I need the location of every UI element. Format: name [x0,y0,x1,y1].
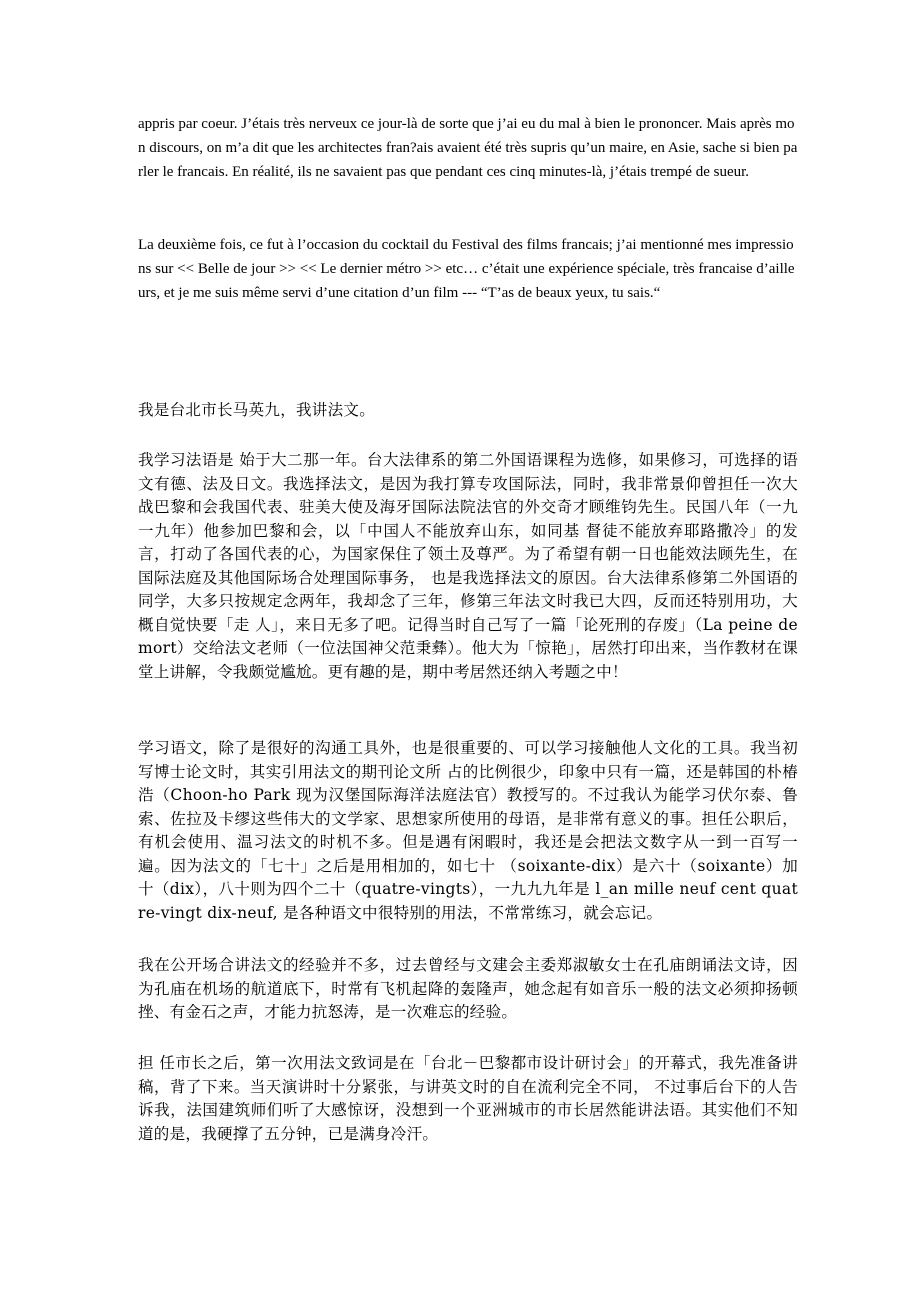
chinese-paragraph-mayor: 担 任市长之后，第一次用法文致词是在「台北－巴黎都市设计研讨会」的开幕式，我先准备讲稿，背了下来。当天演讲时十分紧张，与讲英文时的自在流利完全不同， 不过事后台下的人告诉我，法国建筑师们听了大感惊讶，没想到一个亚洲城市的市长居然能讲法语。其实他们不知道的是，我硬撑了五分钟，已是满身冷汗。 [138,1054,798,1143]
chinese-paragraph-learning: 我学习法语是 始于大二那一年。台大法律系的第二外国语课程为选修，如果修习，可选择的语文有德、法及日文。我选择法文，是因为我打算专攻国际法，同时，我非常景仰曾担任一次大战巴黎和会我国代表、驻美大使及海牙国际法院法官的外交奇才顾维钧先生。民国八年（一九一九年）他参加巴黎和会，以「中国人不能放弃山东，如同基 督徒不能放弃耶路撒冷」的发言，打动了各国代表的心，为国家保住了领土及尊严。为了希望有朝一日也能效法顾先生，在国际法庭及其他国际场合处理国际事务， 也是我选择法文的原因。台大法律系修第二外国语的同学，大多只按规定念两年，我却念了三年，修第三年法文时我已大四，反而还特别用功，大概自觉快要「走 人」，来日无多了吧。记得当时自己写了一篇「论死刑的存废」（La peine de mort）交给法文老师（一位法国神父范秉彝）。他大为「惊艳」，居然打印出来，当作教材在课堂上讲解，令我颇觉尴尬。更有趣的是，期中考居然还纳入考题之中！ [138,451,798,681]
chinese-paragraph-public: 我在公开场合讲法文的经验并不多，过去曾经与文建会主委郑淑敏女士在孔庙朗诵法文诗，因为孔庙在机场的航道底下，时常有飞机起降的轰隆声，她念起有如音乐一般的法文必须抑扬顿挫、有金石之声，才能力抗怒涛，是一次难忘的经验。 [138,956,798,1021]
chinese-paragraph-language: 学习语文，除了是很好的沟通工具外，也是很重要的、可以学习接触他人文化的工具。我当初写博士论文时，其实引用法文的期刊论文所 占的比例很少，印象中只有一篇，还是韩国的朴椿浩（Choon-ho Park 现为汉堡国际海洋法庭法官）教授写的。不过我认为能学习伏尔泰、鲁索、佐拉及卡缪这些伟大的文学家、思想家所使用的母语，是非常有意义的事。担任公职后，有机会使用、温习法文的时机不多。但是遇有闲暇时，我还是会把法文数字从一到一百写一遍。因为法文的「七十」之后是用相加的，如七十 （soixante-dix）是六十（soixante）加十（dix），八十则为四个二十（quatre-vingts），一九九九年是 l_an mille neuf cent quatre-vingt dix-neuf, 是各种语文中很特别的用法，不常常练习，就会忘记。 [138,739,798,922]
french-paragraph-festival: La deuxième fois, ce fut à l’occasion du cocktail du Festival des films francais; j’ai mentionné mes impressions sur << Belle de jour >> << Le dernier métro >> etc… c’était une expérience spéciale, très francaise d’ailleurs, et je me suis même servi d’une citation d’un film --- “T’as de beaux yeux, tu sais.“ [138,237,795,301]
french-paragraph-speech: appris par coeur. J’étais très nerveux ce jour-là de sorte que j’ai eu du mal à bien le prononcer. Mais après mon discours, on m’a dit que les architectes fran?ais avaient été très supris qu’un maire, en Asie, sache si bien parler le francais. En réalité, ils ne savaient pas que pendant ces cinq minutes-là, j’étais trempé de sueur. [138,116,798,180]
chinese-intro-line: 我是台北市长马英九，我讲法文。 [138,401,376,419]
